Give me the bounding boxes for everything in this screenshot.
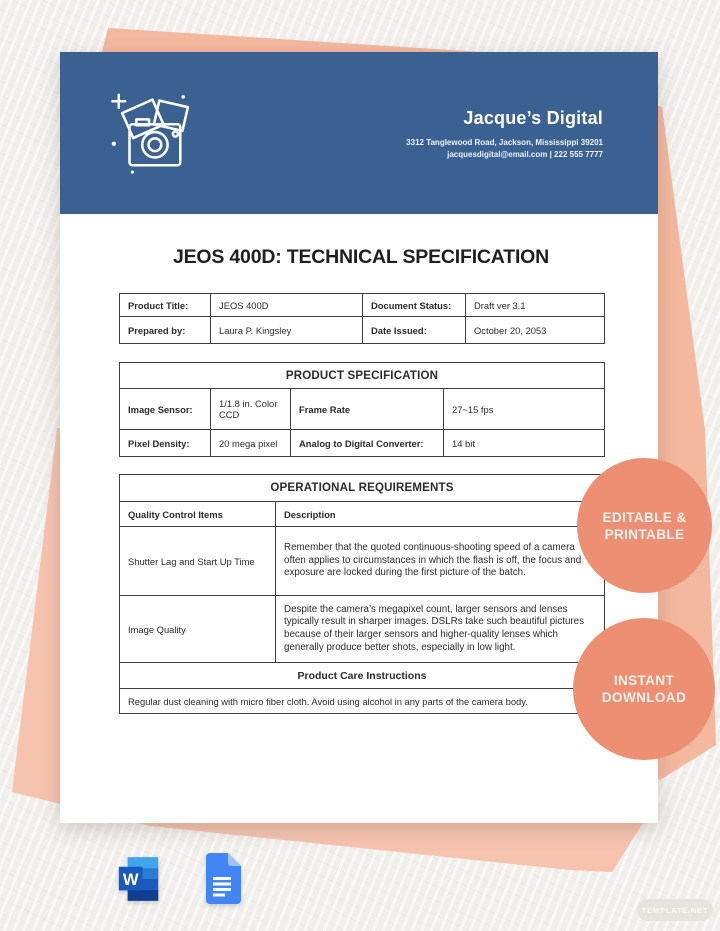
adc-label: Analog to Digital Converter: [291,430,444,457]
table-row [120,527,605,596]
editable-printable-label: EDITABLE & PRINTABLE [602,509,687,542]
pixel-density-value: 20 mega pixel [211,430,291,457]
prepared-by-label: Prepared by: [120,317,211,344]
description-header: Description [276,502,605,527]
product-specification-table [119,362,605,457]
document-title: JEOS 400D: TECHNICAL SPECIFICATION [172,246,550,268]
document-page [60,52,658,823]
instant-download-badge [573,618,715,760]
instant-download-label: INSTANT DOWNLOAD [601,673,687,705]
product-care-text: Regular dust cleaning with micro fiber cloth. Avoid using alcohol in any parts of the camera body. [120,689,605,714]
document-body [60,246,658,714]
table-row [120,363,605,389]
table-row [120,430,605,457]
company-name: Jacque’s Digital [463,108,603,128]
image-sensor-value: 1/1.8 in. Color CCD [211,389,291,430]
company-contact: jacquesdigital@email.com | 222 555 7777 [447,150,603,159]
letterhead [60,52,658,214]
date-issued-value: October 20, 2053 [466,317,605,344]
company-block [406,108,603,161]
frame-rate-value: 27~15 fps [444,389,605,430]
shutter-lag-item: Shutter Lag and Start Up Time [120,527,276,596]
table-row [120,475,605,502]
watermark-text: TEMPLATE.NET [641,905,709,915]
product-title-label: Product Title: [120,294,211,317]
prepared-by-value: Laura P. Kingsley [211,317,363,344]
document-info-table [119,293,605,344]
product-title-value: JEOS 400D [211,294,363,317]
template-net-watermark [637,899,713,921]
table-row [120,294,605,317]
image-quality-item: Image Quality [120,596,276,663]
table-row [120,317,605,344]
document-status-label: Document Status: [363,294,466,317]
google-docs-icon[interactable] [203,853,241,904]
company-address: 3312 Tanglewood Road, Jackson, Mississippi 39201 [406,138,603,147]
table-row [120,689,605,714]
microsoft-word-icon[interactable] [118,855,160,903]
operational-requirements-table [119,474,605,714]
svg-text:W: W [122,870,139,890]
adc-value: 14 bit [444,430,605,457]
table-row [120,663,605,689]
editable-printable-badge [577,458,712,593]
operational-requirements-title: OPERATIONAL REQUIREMENTS [120,475,605,502]
table-row [120,596,605,663]
document-status-value: Draft ver 3.1 [466,294,605,317]
product-care-title: Product Care Instructions [120,663,605,689]
table-row [120,502,605,527]
frame-rate-label: Frame Rate [291,389,444,430]
camera-logo-icon [107,92,195,176]
product-specification-title: PRODUCT SPECIFICATION [120,363,605,389]
shutter-lag-description: Remember that the quoted continuous-shooting speed of a camera often applies to circumstances in which the flash is off, the focus and exposure are locked during the first picture of the batch. [276,527,605,596]
image-quality-description: Despite the camera’s megapixel count, larger sensors and lenses typically result in sharper images. DSLRs take such beautiful pictures because of their larger sensors and higher-quality lenses which generally produce better shots, especially in low light. [276,596,605,663]
quality-control-items-header: Quality Control Items [120,502,276,527]
pixel-density-label: Pixel Density: [120,430,211,457]
table-row [120,389,605,430]
image-sensor-label: Image Sensor: [120,389,211,430]
date-issued-label: Date Issued: [363,317,466,344]
